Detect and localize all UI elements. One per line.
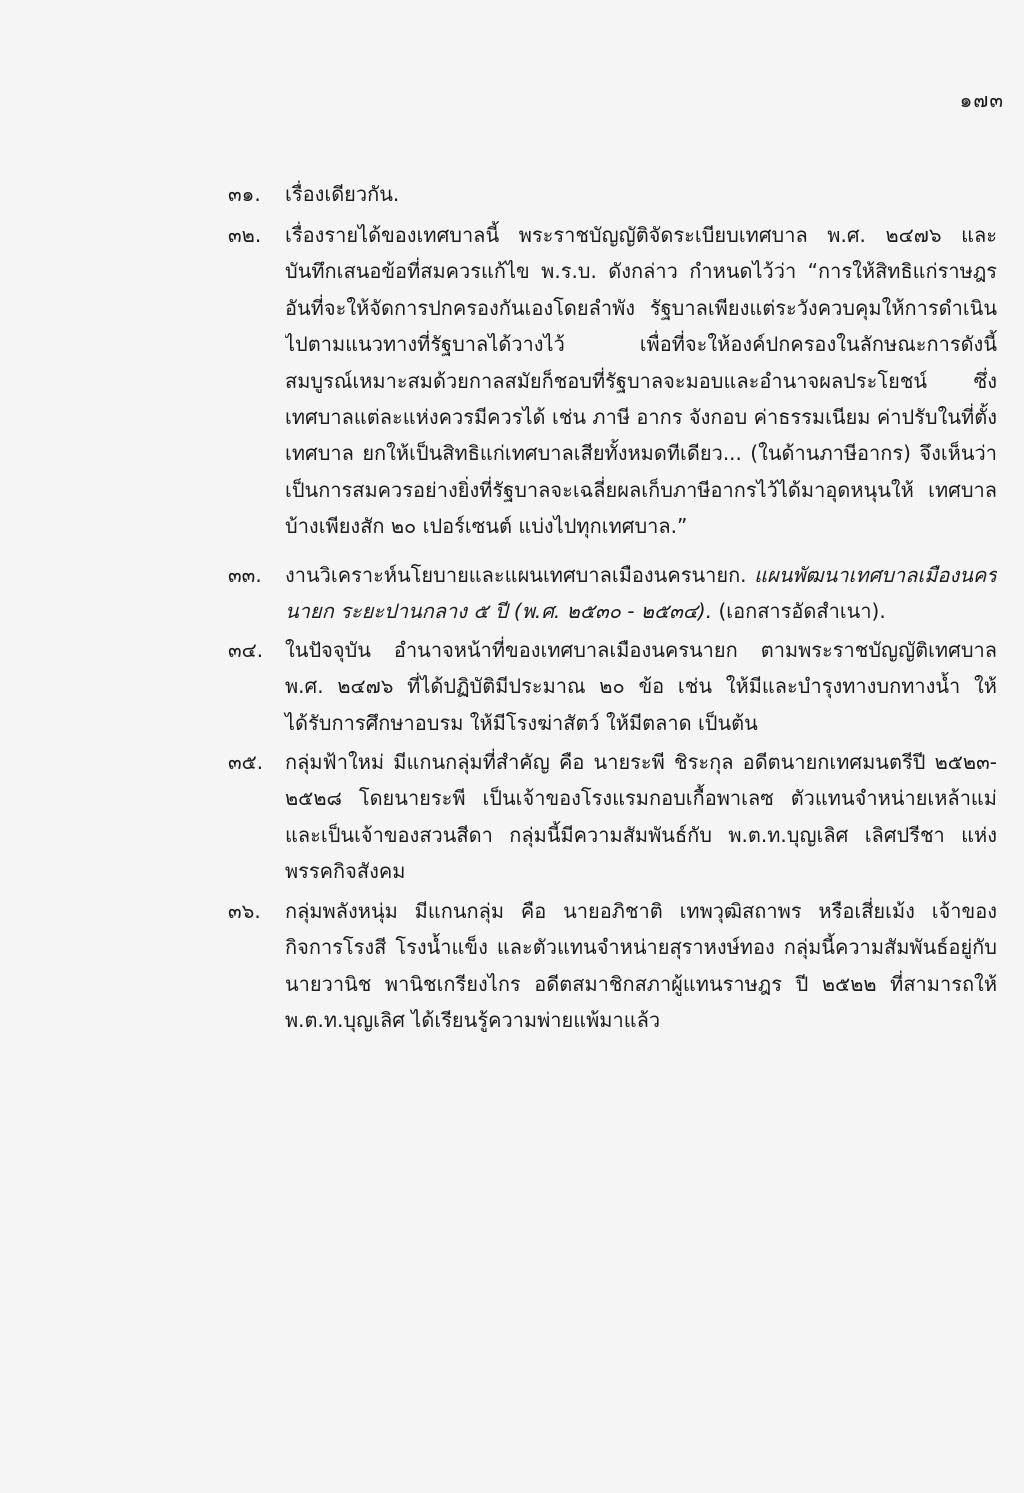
- text-line: พ.ศ. ๒๔๗๖ ที่ได้ปฏิบัติมีประมาณ ๒๐ ข้อ เช่น ให้มีและบำรุงทางบกทางน้ำ ให้: [285, 674, 997, 699]
- text-line: กิจการโรงสี โรงน้ำแข็ง และตัวแทนจำหน่ายสุราหงษ์ทอง กลุ่มนี้ความสัมพันธ์อยู่กับ: [285, 935, 997, 960]
- text-line: ไปตามแนวทางที่รัฐบาลได้วางไว้ เพื่อที่จะให้องค์ปกครองในลักษณะการดังนี้: [285, 332, 997, 357]
- text-line: เทศบาลแต่ละแห่งควรมีควรได้ เช่น ภาษี อากร จังกอบ ค่าธรรมเนียม ค่าปรับในที่ตั้ง: [285, 404, 997, 429]
- endnote-number: ๓๖.: [228, 899, 261, 923]
- text-line: สมบูรณ์เหมาะสมด้วยกาลสมัยก็ชอบที่รัฐบาลจะมอบและอำนาจผลประโยชน์ ซึ่ง: [285, 368, 997, 393]
- text-line: กลุ่มพลังหนุ่ม มีแกนกลุ่ม คือ นายอภิชาติ เทพวุฒิสถาพร หรือเสี่ยเม้ง เจ้าของ: [285, 899, 997, 923]
- text-line: นายวานิช พานิชเกรียงไกร อดีตสมาชิกสภาผู้แทนราษฎร ปี ๒๕๒๒ ที่สามารถให้: [285, 971, 997, 996]
- endnote-text: [285, 557, 997, 630]
- endnote-number: ๓๔.: [228, 638, 264, 662]
- text-line: ในปัจจุบัน อำนาจหน้าที่ของเทศบาลเมืองนครนายก ตามพระราชบัญญัติเทศบาล: [285, 638, 997, 662]
- text-line: บันทึกเสนอข้อที่สมควรแก้ไข พ.ร.บ. ดังกล่าว กำหนดไว้ว่า “การให้สิทธิแก่ราษฎร: [285, 259, 997, 284]
- text-line: [285, 557, 997, 593]
- endnote-text: [285, 632, 997, 741]
- endnote-number: ๓๕.: [228, 750, 264, 774]
- citation-note: (เอกสารอัดสำเนา).: [718, 599, 886, 624]
- endnote-text: [285, 893, 997, 1039]
- text-line: ได้รับการศึกษาอบรม ให้มีโรงฆ่าสัตว์ ให้มีตลาด เป็นต้น: [285, 710, 758, 735]
- text-line: เป็นการสมควรอย่างยิ่งที่รัฐบาลจะเฉลี่ยผลเก็บภาษีอากรไว้ได้มาอุดหนุนให้ เทศบาล: [285, 477, 997, 502]
- endnote-text: [285, 744, 997, 890]
- page-number: ๑๗๓: [959, 88, 1004, 112]
- citation-title: แผนพัฒนาเทศบาลเมืองนคร: [754, 563, 997, 587]
- text-line: พ.ต.ท.บุญเลิศ ได้เรียนรู้ความพ่ายแพ้มาแล้ว: [285, 1008, 661, 1033]
- text-line: บ้างเพียงสัก ๒๐ เปอร์เซนต์ แบ่งไปทุกเทศบาล.”: [285, 514, 688, 539]
- text-line: เรื่องเดียวกัน.: [285, 182, 400, 206]
- text-line: เทศบาล ยกให้เป็นสิทธิแก่เทศบาลเสียทั้งหมดทีเดียว... (ในด้านภาษีอากร) จึงเห็นว่า: [285, 441, 997, 466]
- endnote-number: ๓๑.: [228, 182, 261, 206]
- endnote-text: [285, 217, 997, 545]
- citation-title-cont: นายก ระยะปานกลาง ๕ ปี (พ.ศ. ๒๕๓๐ - ๒๕๓๔).: [285, 599, 713, 624]
- text-line: ๒๕๒๘ โดยนายระพี เป็นเจ้าของโรงแรมกอบเกื้อพาเลซ ตัวแทนจำหน่ายเหล้าแม่: [285, 786, 997, 811]
- text-line: กลุ่มฟ้าใหม่ มีแกนกลุ่มที่สำคัญ คือ นายระพี ชิระกุล อดีตนายกเทศมนตรีปี ๒๕๒๓-: [285, 750, 997, 774]
- text-line: เรื่องรายได้ของเทศบาลนี้ พระราชบัญญัติจัดระเบียบเทศบาล พ.ศ. ๒๔๗๖ และ: [285, 223, 997, 247]
- endnote-number: ๓๒.: [228, 223, 262, 247]
- text-line: [285, 593, 997, 629]
- text-line: พรรคกิจสังคม: [285, 859, 406, 884]
- citation-author: งานวิเคราะห์นโยบายและแผนเทศบาลเมืองนครนายก.: [285, 563, 747, 587]
- endnote-number: ๓๓.: [228, 563, 262, 587]
- endnote-text: [285, 176, 997, 212]
- text-line: และเป็นเจ้าของสวนสีดา กลุ่มนี้มีความสัมพันธ์กับ พ.ต.ท.บุญเลิศ เลิศปรีชา แห่ง: [285, 822, 997, 847]
- text-line: อันที่จะให้จัดการปกครองกันเองโดยลำพัง รัฐบาลเพียงแต่ระวังควบคุมให้การดำเนิน: [285, 295, 997, 320]
